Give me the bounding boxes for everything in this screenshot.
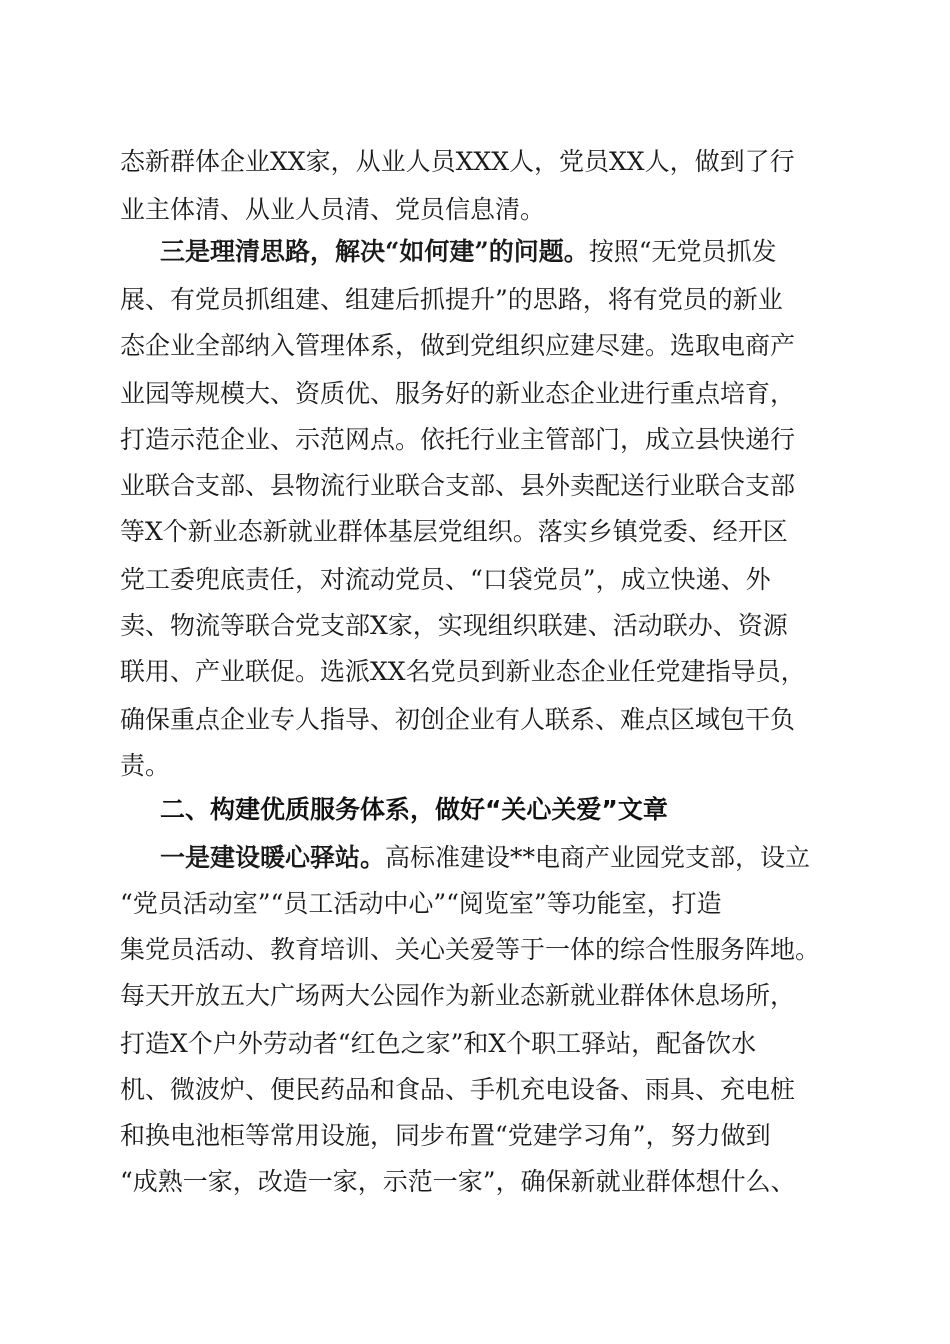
text-line: 态企业全部纳入管理体系，做到党组织应建尽建。选取电商产 <box>120 331 796 360</box>
text-line: 卖、物流等联合党支部X家，实现组织联建、活动联办、资源 <box>120 611 788 640</box>
paragraph-lead: 三是理清思路，解决“如何建”的问题。 <box>160 237 589 266</box>
text-line: 态新群体企业XX家，从业人员XXX人，党员XX人，做到了行 <box>120 147 795 176</box>
paragraph-text: 按照“无党员抓发 <box>588 237 777 266</box>
text-line: 每天开放五大广场两大公园作为新业态新就业群体休息场所， <box>120 981 796 1010</box>
text-line: 责。 <box>120 751 171 780</box>
text-line: 机、微波炉、便民药品和食品、手机充电设备、雨具、充电桩 <box>120 1075 796 1104</box>
paragraph-lead-line <box>160 838 840 878</box>
text-line: 展、有党员抓组建、组建后抓提升”的思路，将有党员的新业 <box>120 285 783 314</box>
text-line: 业园等规模大、资质优、服务好的新业态企业进行重点培育， <box>120 379 796 408</box>
paragraph-text: 高标准建设**电商产业园党支部，设立 <box>385 843 811 872</box>
text-line: “党员活动室”“员工活动中心”“阅览室”等功能室，打造 <box>120 889 722 918</box>
text-line: 业主体清、从业人员清、党员信息清。 <box>120 195 546 224</box>
text-line: 打造X个户外劳动者“红色之家”和X个职工驿站，配备饮水 <box>120 1029 757 1058</box>
text-line: 和换电池柜等常用设施，同步布置“党建学习角”，努力做到 <box>120 1121 771 1150</box>
paragraph-lead-line <box>160 232 840 272</box>
text-line: 集党员活动、教育培训、关心关爱等于一体的综合性服务阵地。 <box>120 935 821 964</box>
text-line: 打造示范企业、示范网点。依托行业主管部门，成立县快递行 <box>120 425 796 454</box>
text-line: 业联合支部、县物流行业联合支部、县外卖配送行业联合支部 <box>120 471 796 500</box>
paragraph-lead: 一是建设暖心驿站。 <box>160 843 386 872</box>
section-heading: 二、构建优质服务体系，做好“关心关爱”文章 <box>160 795 668 824</box>
text-line: “成熟一家，改造一家，示范一家”，确保新就业群体想什么、 <box>120 1167 796 1196</box>
text-line: 党工委兜底责任，对流动党员、“口袋党员”，成立快递、外 <box>120 565 771 594</box>
text-line: 确保重点企业专人指导、初创企业有人联系、难点区域包干负 <box>120 705 796 734</box>
text-line: 联用、产业联促。选派XX名党员到新业态企业任党建指导员， <box>120 657 806 686</box>
text-line: 等X个新业态新就业群体基层党组织。落实乡镇党委、经开区 <box>120 517 788 546</box>
